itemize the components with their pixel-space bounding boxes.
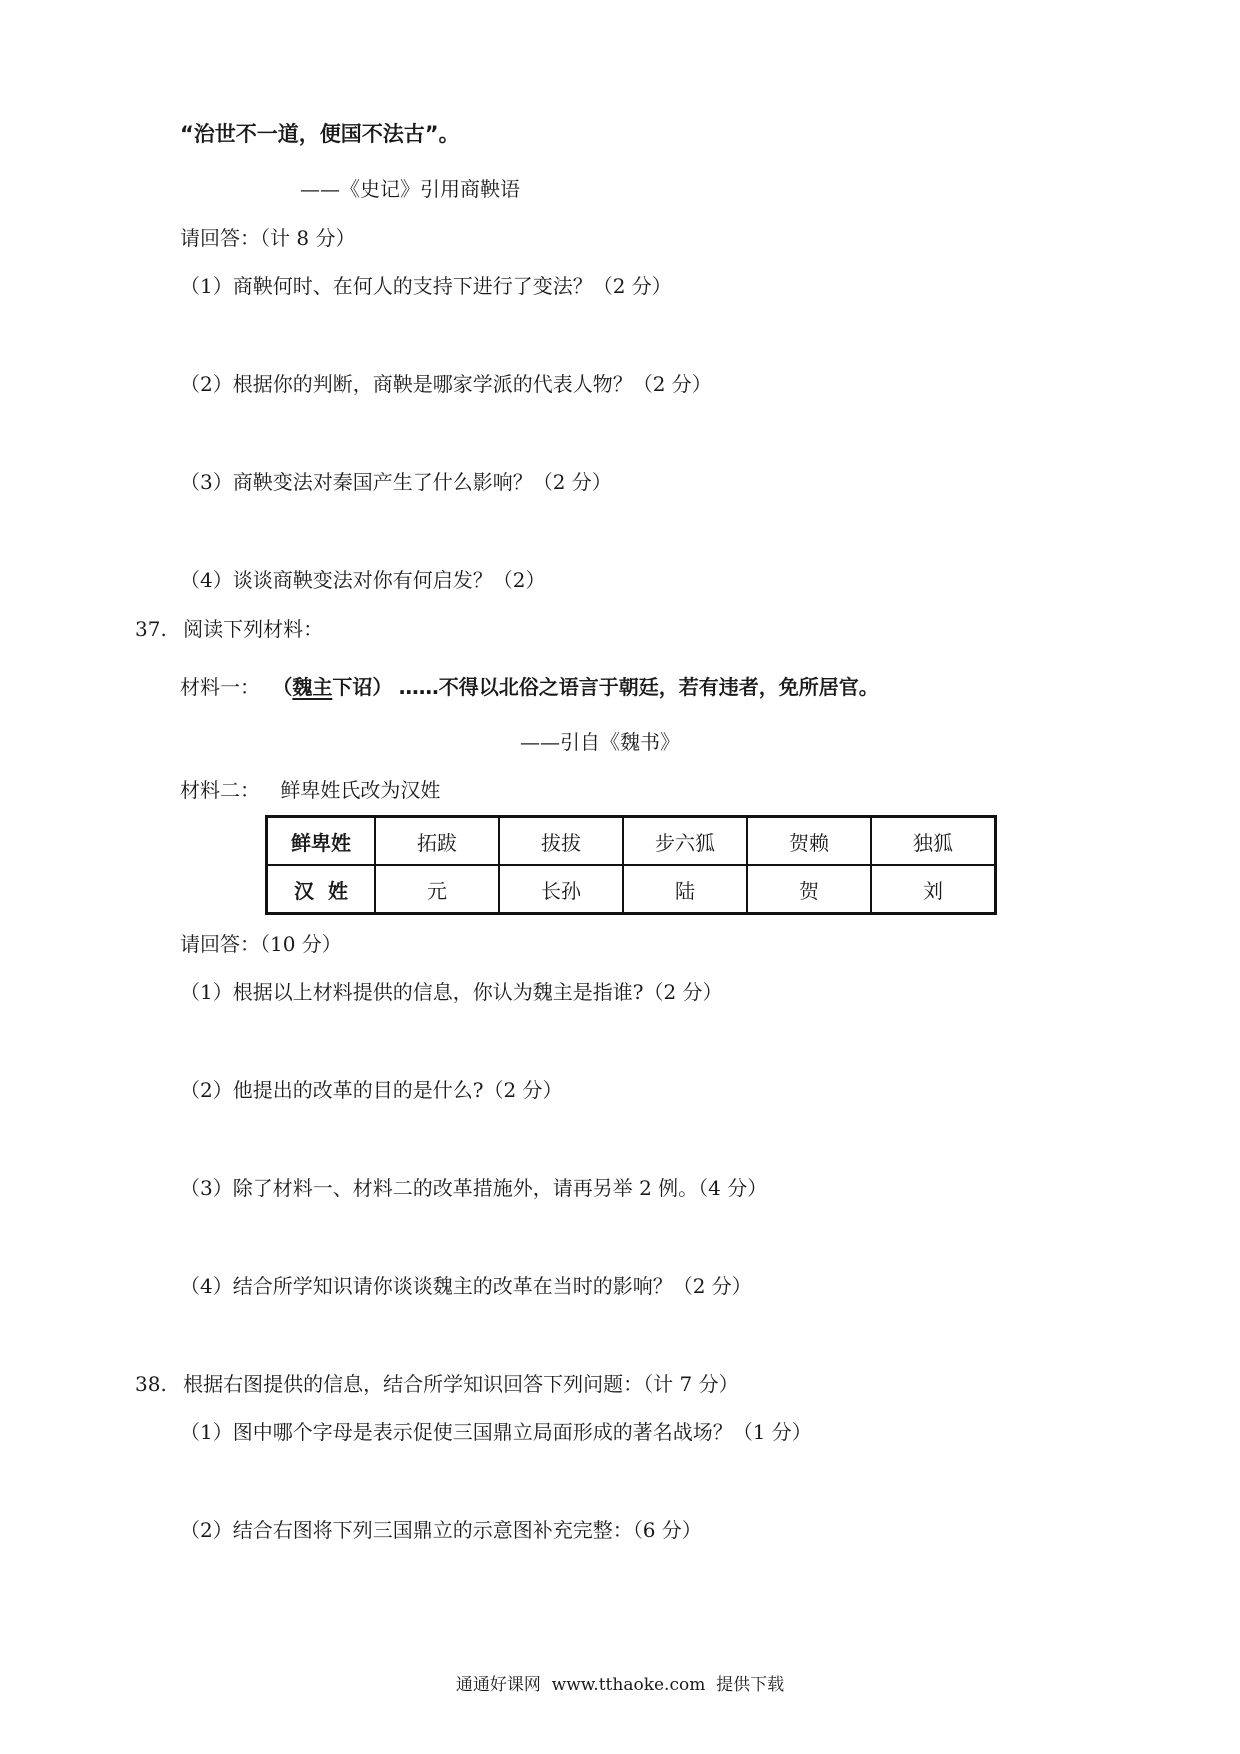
material2-caption: 鲜卑姓氏改为汉姓: [280, 778, 441, 802]
table-cell: 贺: [747, 865, 871, 914]
table-cell: 独狐: [871, 817, 996, 866]
q37-question-4: （4）结合所学知识请你谈谈魏主的改革在当时的影响？（2 分）: [180, 1274, 752, 1298]
material1-label: 材料一：: [180, 675, 260, 699]
material1-open-paren: （: [272, 675, 293, 699]
q37-question-1: （1）根据以上材料提供的信息，你认为魏主是指谁?（2 分）: [180, 980, 723, 1004]
material1-verb: 下诏）: [332, 675, 393, 699]
q38-title: 根据右图提供的信息，结合所学知识回答下列问题：（计 7 分）: [183, 1372, 739, 1396]
table-cell: 贺赖: [747, 817, 871, 866]
q36-source: ——《史记》引用商鞅语: [300, 177, 520, 201]
q38-question-2: （2）结合右图将下列三国鼎立的示意图补充完整：（6 分）: [180, 1518, 702, 1542]
table-cell: 刘: [871, 865, 996, 914]
q37-title: 阅读下列材料：: [183, 617, 324, 641]
material1-source: ——引自《魏书》: [520, 730, 680, 754]
table-row: [267, 817, 996, 866]
q36-question-3: （3）商鞅变法对秦国产生了什么影响？（2 分）: [180, 470, 612, 494]
table-row: [267, 865, 996, 914]
table-cell: 长孙: [499, 865, 623, 914]
q37-material1: [180, 673, 879, 701]
table-cell: 步六狐: [623, 817, 747, 866]
q36-question-4: （4）谈谈商鞅变法对你有何启发？（2）: [180, 568, 546, 592]
q36-question-1: （1）商鞅何时、在何人的支持下进行了变法？（2 分）: [180, 274, 672, 298]
q38-question-1: （1）图中哪个字母是表示促使三国鼎立局面形成的著名战场？（1 分）: [180, 1420, 812, 1444]
row-header-han: 汉 姓: [267, 865, 376, 914]
material1-ruler: 魏主: [292, 675, 333, 699]
page-footer: 通通好课网 www.tthaoke.com 提供下载: [455, 1675, 785, 1695]
surname-table: [265, 815, 997, 915]
q36-quote: “治世不一道，便国不法古”。: [180, 122, 460, 146]
q36-prompt: 请回答：（计 8 分）: [180, 226, 356, 250]
q37-prompt: 请回答：（10 分）: [180, 932, 342, 956]
material2-label: 材料二：: [180, 778, 260, 802]
table-cell: 元: [375, 865, 499, 914]
q38-header: [135, 1370, 739, 1398]
table-cell: 拔拔: [499, 817, 623, 866]
q37-header: [135, 615, 323, 643]
material1-text: ……不得以北俗之语言于朝廷，若有违者，免所居官。: [398, 675, 879, 699]
table-cell: 陆: [623, 865, 747, 914]
q37-question-3: （3）除了材料一、材料二的改革措施外，请再另举 2 例。（4 分）: [180, 1176, 768, 1200]
table-cell: 拓跋: [375, 817, 499, 866]
q36-question-2: （2）根据你的判断，商鞅是哪家学派的代表人物？（2 分）: [180, 372, 712, 396]
row-header-xianbei: 鲜卑姓: [267, 817, 376, 866]
q38-number: 38.: [135, 1372, 167, 1396]
q37-number: 37.: [135, 617, 167, 641]
q37-material2: [180, 776, 440, 804]
q37-question-2: （2）他提出的改革的目的是什么?（2 分）: [180, 1078, 563, 1102]
